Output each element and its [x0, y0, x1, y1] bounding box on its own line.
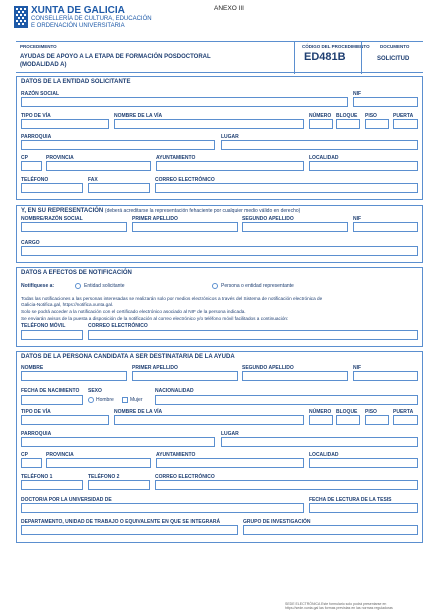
nacionalidad-field[interactable]	[155, 395, 418, 405]
sexo-label: SEXO	[88, 388, 102, 394]
rep-nif-label: NIF	[353, 216, 362, 222]
cand-bloque-field[interactable]	[336, 415, 360, 425]
numero-label: NÚMERO	[309, 113, 332, 119]
nacionalidad-label: NACIONALIDAD	[155, 388, 194, 394]
puerta-field[interactable]	[393, 119, 418, 129]
cand-nombre-field[interactable]	[21, 371, 127, 381]
ayuntamiento-field[interactable]	[156, 161, 304, 171]
notification-text-3: Solo se podrá acceder a la notificación con el certificado electrónico asociado al NIF de la persona indicada.	[21, 309, 246, 314]
localidad-field[interactable]	[309, 161, 418, 171]
footer-note	[285, 602, 393, 610]
fax-field[interactable]	[88, 183, 150, 193]
annex-label: ANEXO III	[214, 5, 244, 12]
fecha-nac-label: FECHA DE NACIMIENTO	[21, 388, 80, 394]
fecha-nac-field[interactable]	[21, 395, 83, 405]
procedure-col-header: PROCEDIMENTO	[20, 44, 57, 49]
movil-field[interactable]	[21, 330, 83, 340]
procedure-code: ED481B	[304, 51, 346, 63]
tipo-via-field[interactable]	[21, 119, 109, 129]
cand-nombre-via-label: NOMBRE DE LA VÍA	[114, 409, 163, 415]
cand-provincia-label: PROVINCIA	[46, 452, 74, 458]
cp-label: CP	[21, 155, 28, 161]
cand-nombre-via-field[interactable]	[114, 415, 304, 425]
cand-correo-field[interactable]	[155, 480, 418, 490]
section-notification-title: DATOS A EFECTOS DE NOTIFICACIÓN	[21, 270, 132, 276]
rep-nombre-label: NOMBRE/RAZÓN SOCIAL	[21, 216, 83, 222]
cand-cp-label: CP	[21, 452, 28, 458]
document-col-header: DOCUMENTO	[380, 44, 410, 49]
notif-correo-field[interactable]	[88, 330, 418, 340]
cand-puerta-field[interactable]	[393, 415, 418, 425]
tipo-via-label: TIPO DE VÍA	[21, 113, 51, 119]
doctor-univ-label: DOCTOR/A POR LA UNIVERSIDAD DE	[21, 497, 112, 503]
notification-text-2: Galicia-Notifica.gal, https://notifica.xunta.gal.	[21, 302, 114, 307]
nombre-via-label: NOMBRE DE LA VÍA	[114, 113, 163, 119]
divider	[294, 42, 295, 74]
section-representative-title: Y, EN SU REPRESENTACIÓN (deberá acreditarse la representación fehaciente por cualquier medio válido en derecho)	[21, 208, 301, 214]
cand-provincia-field[interactable]	[46, 458, 151, 468]
cand-ayuntamiento-field[interactable]	[156, 458, 304, 468]
parroquia-label: PARROQUIA	[21, 134, 52, 140]
numero-field[interactable]	[309, 119, 333, 129]
rep-nif-field[interactable]	[353, 222, 418, 232]
org-department	[31, 16, 152, 30]
ayuntamiento-label: AYUNTAMIENTO	[156, 155, 196, 161]
sexo-mujer-label: Mujer	[130, 397, 143, 403]
org-name: XUNTA DE GALICIA	[31, 5, 125, 16]
telefono-label: TELÉFONO	[21, 177, 49, 183]
provincia-field[interactable]	[46, 161, 151, 171]
cand-nif-field[interactable]	[353, 371, 418, 381]
cand-cp-field[interactable]	[21, 458, 42, 468]
razon-social-label: RAZÓN SOCIAL	[21, 91, 60, 97]
code-col-header: CÓDIGO DEL PROCEDIMIENTO	[302, 44, 370, 49]
cand-numero-label: NÚMERO	[309, 409, 332, 415]
rep-nombre-field[interactable]	[21, 222, 127, 232]
notify-label: Notifíquese a:	[21, 283, 55, 289]
rep-cargo-field[interactable]	[21, 246, 418, 256]
cand-nombre-label: NOMBRE	[21, 365, 44, 371]
notify-representative-label: Persona o entidad representante	[221, 283, 294, 289]
rep-segundo-apellido-field[interactable]	[242, 222, 348, 232]
fax-label: FAX	[88, 177, 98, 183]
cand-segundo-apellido-field[interactable]	[242, 371, 348, 381]
lugar-field[interactable]	[221, 140, 418, 150]
nif-field[interactable]	[353, 97, 418, 107]
parroquia-field[interactable]	[21, 140, 215, 150]
xunta-logo-icon	[14, 6, 28, 28]
fecha-tesis-label: FECHA DE LECTURA DE LA TESIS	[309, 497, 392, 503]
sexo-mujer-checkbox[interactable]	[122, 397, 128, 403]
piso-field[interactable]	[365, 119, 389, 129]
doctor-univ-field[interactable]	[21, 503, 304, 513]
section-entity	[16, 76, 423, 200]
nombre-via-field[interactable]	[114, 119, 304, 129]
cand-piso-label: PISO	[365, 409, 377, 415]
cand-parroquia-label: PARROQUIA	[21, 431, 52, 437]
cand-localidad-field[interactable]	[309, 458, 418, 468]
cand-tipo-via-field[interactable]	[21, 415, 109, 425]
cand-tipo-via-label: TIPO DE VÍA	[21, 409, 51, 415]
rep-segundo-apellido-label: SEGUNDO APELLIDO	[242, 216, 294, 222]
section-candidate-title: DATOS DE LA PERSONA CANDIDATA A SER DESTINATARIA DE LA AYUDA	[21, 354, 235, 360]
footer-line2: https://sede.xunta.gal las formas previstas en las normas reguladoras	[285, 606, 393, 610]
notif-correo-label: CORREO ELECTRÓNICO	[88, 323, 148, 329]
movil-label: TELÉFONO MÓVIL	[21, 323, 66, 329]
telefono2-label: TELÉFONO 2	[88, 474, 120, 480]
procedure-table	[16, 41, 423, 73]
departamento-label: DEPARTAMENTO, UNIDAD DE TRABAJO O EQUIVALENTE EN QUE SE INTEGRARÁ	[21, 519, 221, 525]
cand-numero-field[interactable]	[309, 415, 333, 425]
divider	[361, 42, 362, 74]
cp-field[interactable]	[21, 161, 42, 171]
cand-bloque-label: BLOQUE	[336, 409, 358, 415]
footer-line1: SEDE ELECTRÓNICA Este formulario solo podrá presentarse en	[285, 602, 387, 606]
puerta-label: PUERTA	[393, 113, 414, 119]
cand-lugar-field[interactable]	[221, 437, 418, 447]
nif-label: NIF	[353, 91, 362, 97]
document-type: SOLICITUD	[377, 56, 410, 62]
section-entity-title: DATOS DE LA ENTIDAD SOLICITANTE	[21, 79, 131, 85]
bloque-field[interactable]	[336, 119, 360, 129]
grupo-field[interactable]	[243, 525, 418, 535]
org-dept-line2: E ORDENACIÓN UNIVERSITARIA	[31, 23, 125, 29]
fecha-tesis-field[interactable]	[309, 503, 418, 513]
cand-primer-apellido-label: PRIMER APELLIDO	[132, 365, 178, 371]
correo-label: CORREO ELECTRÓNICO	[155, 177, 215, 183]
org-dept-line1: CONSELLERÍA DE CULTURA, EDUCACIÓN	[31, 16, 152, 22]
localidad-label: LOCALIDAD	[309, 155, 339, 161]
lugar-label: LUGAR	[221, 134, 239, 140]
grupo-label: GRUPO DE INVESTIGACIÓN	[243, 519, 311, 525]
telefono1-label: TELÉFONO 1	[21, 474, 53, 480]
departamento-field[interactable]	[21, 525, 238, 535]
notify-representative-radio[interactable]	[212, 283, 218, 289]
provincia-label: PROVINCIA	[46, 155, 74, 161]
cand-primer-apellido-field[interactable]	[132, 371, 238, 381]
cand-nif-label: NIF	[353, 365, 362, 371]
sexo-hombre-label: Hombre	[96, 397, 114, 403]
sexo-hombre-radio[interactable]	[88, 397, 94, 403]
rep-primer-apellido-field[interactable]	[132, 222, 238, 232]
correo-field[interactable]	[155, 183, 418, 193]
cand-lugar-label: LUGAR	[221, 431, 239, 437]
cand-ayuntamiento-label: AYUNTAMIENTO	[156, 452, 196, 458]
cand-segundo-apellido-label: SEGUNDO APELLIDO	[242, 365, 294, 371]
telefono1-field[interactable]	[21, 480, 83, 490]
notify-entity-radio[interactable]	[75, 283, 81, 289]
notify-entity-label: Entidad solicitante	[84, 283, 125, 289]
cand-parroquia-field[interactable]	[21, 437, 215, 447]
rep-cargo-label: CARGO	[21, 240, 40, 246]
bloque-label: BLOQUE	[336, 113, 358, 119]
piso-label: PISO	[365, 113, 377, 119]
telefono-field[interactable]	[21, 183, 83, 193]
cand-piso-field[interactable]	[365, 415, 389, 425]
cand-localidad-label: LOCALIDAD	[309, 452, 339, 458]
notification-text-1: Todas las notificaciones a las personas interesadas se realizarán solo por medios electrónicos a través del Sistema de notificación electrónica de	[21, 296, 323, 301]
rep-primer-apellido-label: PRIMER APELLIDO	[132, 216, 178, 222]
procedure-title: AYUDAS DE APOYO A LA ETAPA DE FORMACIÓN POSDOCTORAL (MODALIDAD A)	[20, 54, 211, 68]
notification-text-4: Se enviarán avisos de la puesta a disposición de la notificación al correo electrónico y/o teléfono móvil facilitados a continuación:	[21, 316, 289, 321]
telefono2-field[interactable]	[88, 480, 150, 490]
razon-social-field[interactable]	[21, 97, 348, 107]
cand-correo-label: CORREO ELECTRÓNICO	[155, 474, 215, 480]
cand-puerta-label: PUERTA	[393, 409, 414, 415]
